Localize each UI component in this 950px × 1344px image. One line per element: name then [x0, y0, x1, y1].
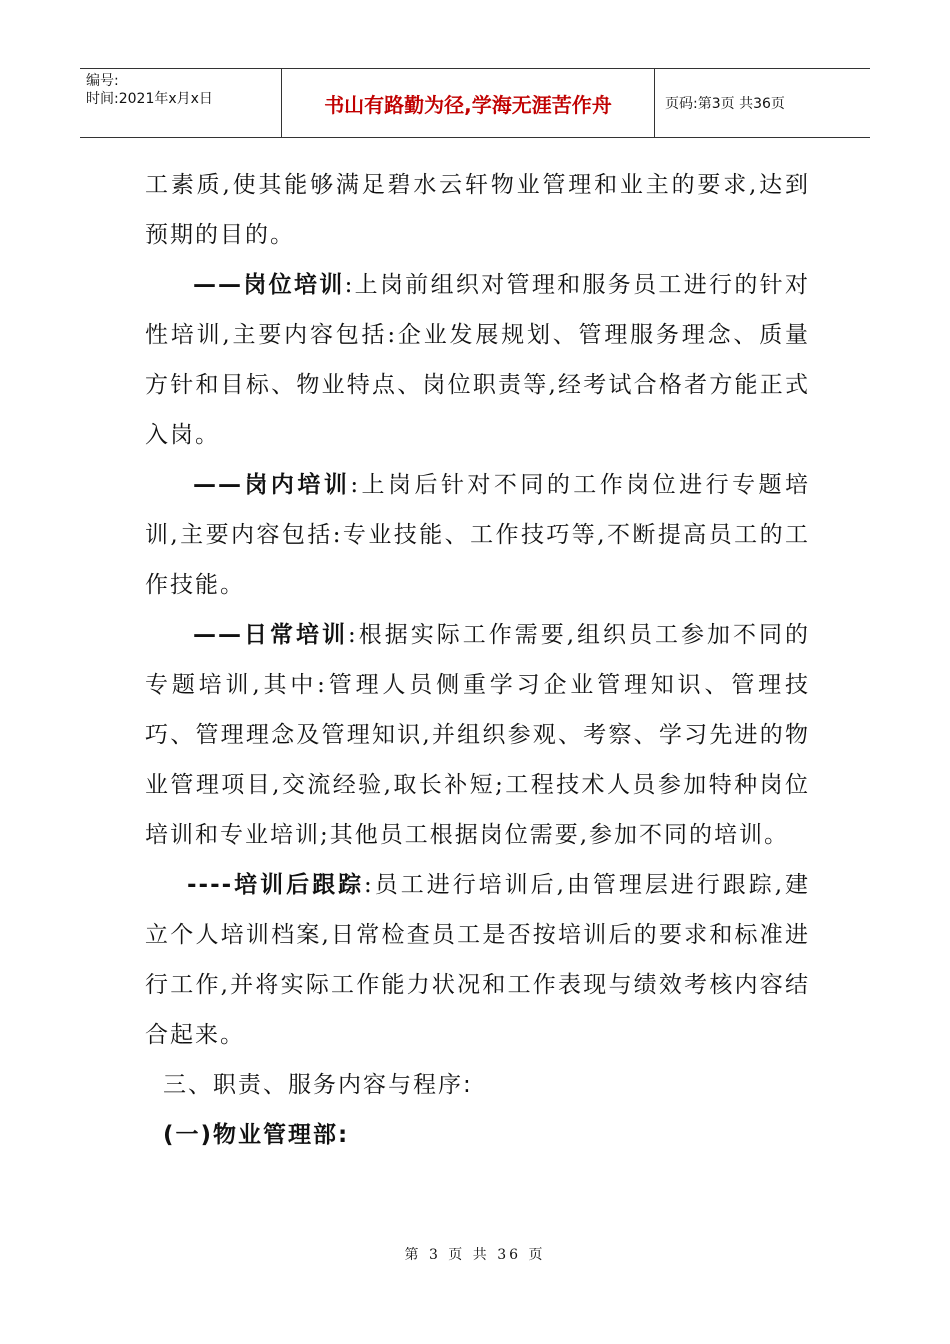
paragraph-post-training-tracking: ----培训后跟踪:员工进行培训后,由管理层进行跟踪,建立个人培训档案,日常检查员工是否按培训后的要求和标准进行工作,并将实际工作能力状况和工作表现与绩效考核内容结合起来。	[145, 872, 810, 1048]
paragraph-daily-training: ——日常培训:根据实际工作需要,组织员工参加不同的专题培训,其中:管理人员侧重学习企业管理知识、管理技巧、管理理念及管理知识,并组织参观、考察、学习先进的物业管理项目,交流经验,取长补短;工程技术人员参加特种岗位培训和专业培训;其他员工根据岗位需要,参加不同的培训。	[145, 622, 811, 848]
time-label: 时间:2021年x月x日	[86, 91, 213, 107]
paragraph-lead: ——岗内培训	[193, 472, 351, 498]
number-label: 编号:	[86, 73, 119, 89]
paragraph-lead: ——日常培训	[193, 622, 348, 648]
page-footer: 第 3 页 共 36 页	[404, 1247, 546, 1263]
paragraph-job-training: ——岗位培训:上岗前组织对管理和服务员工进行的针对性培训,主要内容包括:企业发展规划、管理服务理念、质量方针和目标、物业特点、岗位职责等,经考试合格者方能正式入岗。	[145, 272, 811, 448]
subsection-title: (一)物业管理部:	[163, 1122, 350, 1148]
page-header	[80, 68, 870, 138]
document-body	[145, 160, 810, 1160]
section-title: 三、职责、服务内容与程序:	[163, 1072, 473, 1098]
paragraph-lead: ——岗位培训	[193, 272, 345, 298]
paragraph-in-post-training: ——岗内培训:上岗后针对不同的工作岗位进行专题培训,主要内容包括:专业技能、工作技巧等,不断提高员工的工作技能。	[145, 472, 811, 598]
header-page-code: 页码:第3页 共36页	[665, 96, 785, 112]
header-info-cell	[80, 69, 282, 137]
paragraph-lead: ----培训后跟踪	[187, 872, 365, 898]
paragraph-continuation: 工素质,使其能够满足碧水云轩物业管理和业主的要求,达到预期的目的。	[145, 172, 810, 248]
header-motto: 书山有路勤为径,学海无涯苦作舟	[282, 69, 655, 137]
